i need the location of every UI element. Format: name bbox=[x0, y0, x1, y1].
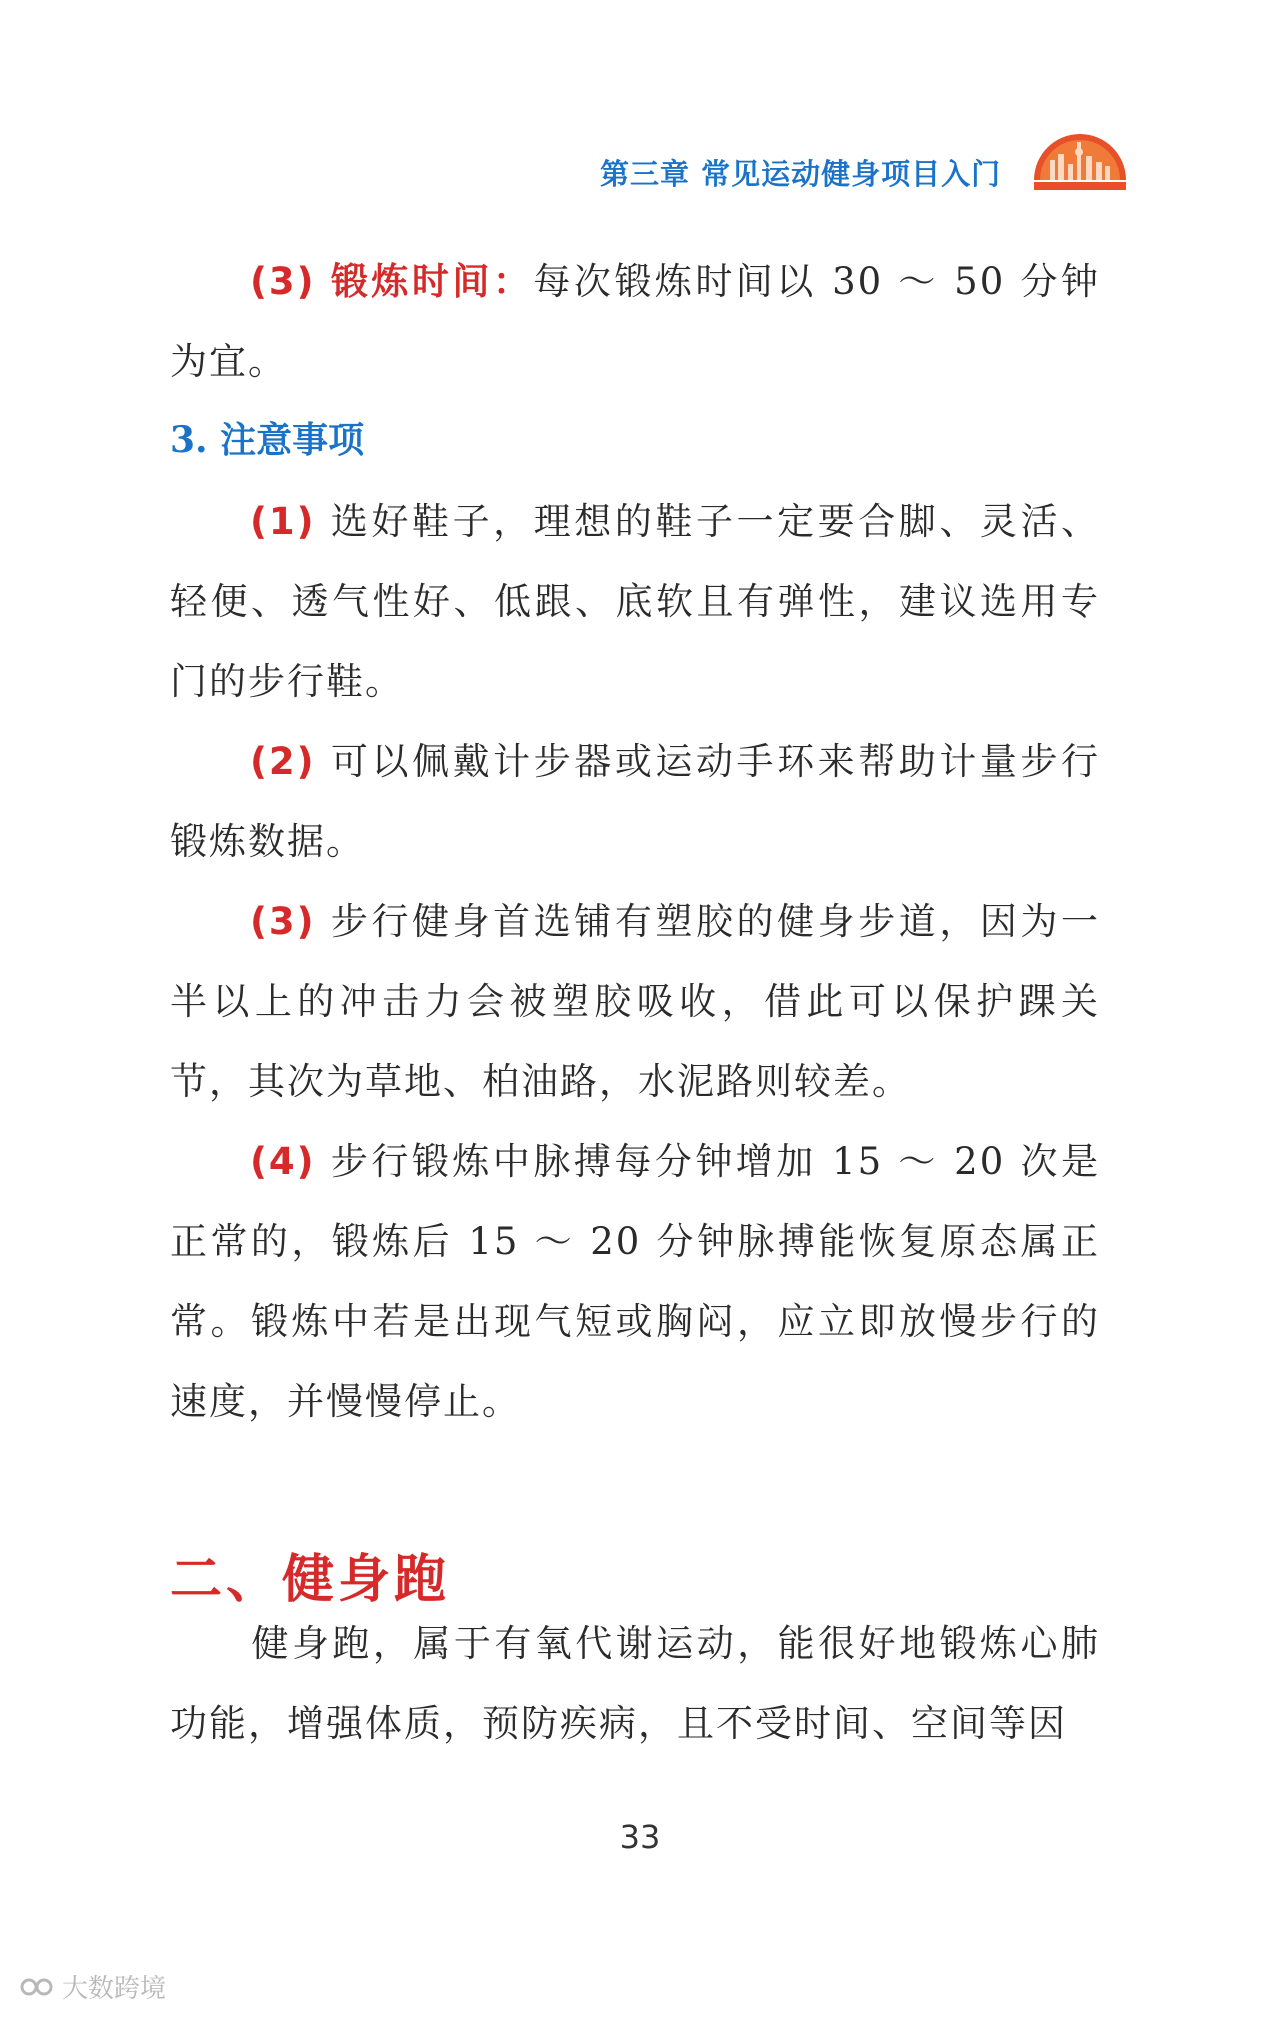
note-item bbox=[170, 1122, 1100, 1442]
note-number: (2) bbox=[250, 740, 316, 783]
note-text: 可以佩戴计步器或运动手环来帮助计量步行锻炼数据。 bbox=[170, 740, 1101, 863]
chapter-title: 二、健身跑 bbox=[170, 1549, 451, 1610]
watermark bbox=[20, 1968, 166, 2005]
page-number: 33 bbox=[619, 1818, 661, 1856]
note-item bbox=[170, 722, 1100, 882]
note-text: 选好鞋子，理想的鞋子一定要合脚、灵活、轻便、透气性好、低跟、底软且有弹性，建议选用专门的步行鞋。 bbox=[170, 500, 1101, 703]
item-text: 每次锻炼时间以 30 ～ 50 分钟为宜。 bbox=[170, 260, 1100, 383]
note-text: 步行健身首选铺有塑胶的健身步道，因为一半以上的冲击力会被塑胶吸收，借此可以保护踝关节，其次为草地、柏油路，水泥路则较差。 bbox=[170, 900, 1101, 1103]
note-number: (4) bbox=[250, 1140, 316, 1183]
brand-logo-icon bbox=[20, 1974, 54, 2000]
section-title: 3. 注意事项 bbox=[170, 419, 365, 461]
note-number: (1) bbox=[250, 500, 316, 543]
item-label: 锻炼时间： bbox=[330, 260, 534, 303]
city-skyline-logo bbox=[1030, 128, 1130, 192]
intro-text: 健身跑，属于有氧代谢运动，能很好地锻炼心肺功能，增强体质，预防疾病，且不受时间、空间等因 bbox=[170, 1622, 1100, 1745]
chapter-header: 第三章 常见运动健身项目入门 bbox=[600, 157, 1002, 191]
note-item bbox=[170, 882, 1100, 1122]
note-item bbox=[170, 482, 1100, 722]
intro-paragraph bbox=[170, 1604, 1100, 1764]
exercise-time-item bbox=[170, 242, 1100, 402]
watermark-text: 大数跨境 bbox=[62, 1974, 167, 2004]
item-number: (3) bbox=[250, 260, 316, 303]
note-number: (3) bbox=[250, 900, 316, 943]
note-text: 步行锻炼中脉搏每分钟增加 15 ～ 20 次是正常的，锻炼后 15 ～ 20 分钟脉搏能恢复原态属正常。锻炼中若是出现气短或胸闷，应立即放慢步行的速度，并慢慢停止。 bbox=[170, 1140, 1100, 1423]
